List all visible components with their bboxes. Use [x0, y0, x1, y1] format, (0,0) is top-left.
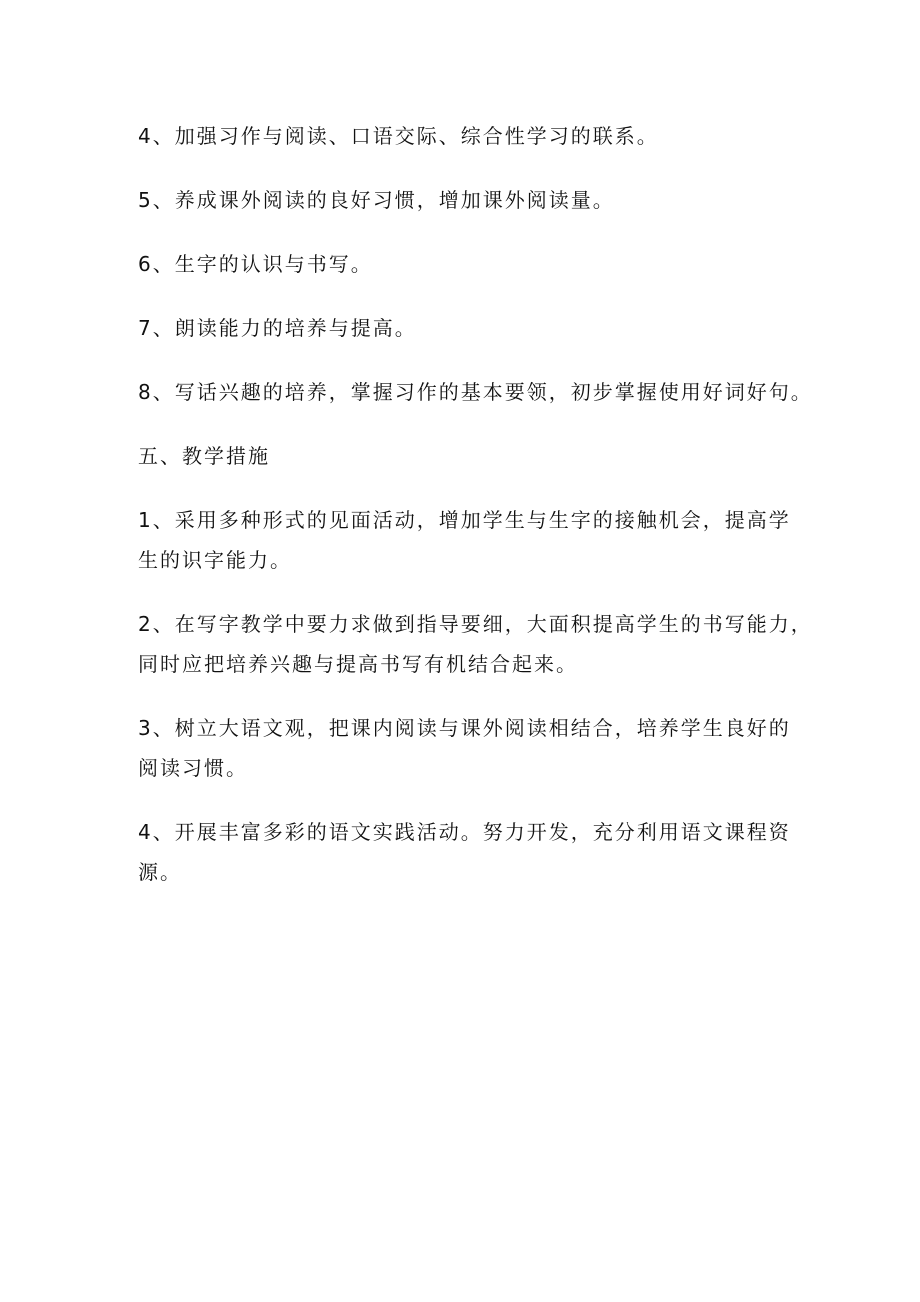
list-item-measure-4 — [138, 812, 810, 892]
list-item-character-recognition — [138, 244, 810, 284]
paragraph-line: 7、朗读能力的培养与提高。 — [138, 316, 417, 340]
paragraph-line: 源。 — [138, 860, 182, 884]
list-item-strengthen-writing — [138, 116, 810, 156]
paragraph-line: 1、采用多种形式的见面活动，增加学生与生字的接触机会，提高学 — [138, 508, 791, 532]
list-item-measure-2 — [138, 604, 813, 684]
paragraph-line: 5、养成课外阅读的良好习惯，增加课外阅读量。 — [138, 188, 615, 212]
paragraph-line: 生的识字能力。 — [138, 548, 292, 572]
document-body — [138, 116, 813, 892]
paragraph-line: 同时应把培养兴趣与提高书写有机结合起来。 — [138, 652, 578, 676]
paragraph-line: 8、写话兴趣的培养，掌握习作的基本要领，初步掌握使用好词好句。 — [138, 380, 813, 404]
section-heading-text: 五、教学措施 — [138, 444, 270, 468]
paragraph-line: 2、在写字教学中要力求做到指导要细，大面积提高学生的书写能力， — [138, 612, 813, 636]
paragraph-line: 4、开展丰富多彩的语文实践活动。努力开发，充分利用语文课程资 — [138, 820, 791, 844]
list-item-measure-3 — [138, 708, 810, 788]
list-item-reading-aloud — [138, 308, 810, 348]
paragraph-line: 6、生字的认识与书写。 — [138, 252, 373, 276]
list-item-reading-habits — [138, 180, 810, 220]
paragraph-line: 4、加强习作与阅读、口语交际、综合性学习的联系。 — [138, 124, 659, 148]
paragraph-line: 3、树立大语文观，把课内阅读与课外阅读相结合，培养学生良好的 — [138, 716, 791, 740]
paragraph-line: 阅读习惯。 — [138, 756, 248, 780]
list-item-writing-interest — [138, 372, 813, 412]
section-heading-teaching-measures — [138, 436, 810, 476]
list-item-measure-1 — [138, 500, 810, 580]
